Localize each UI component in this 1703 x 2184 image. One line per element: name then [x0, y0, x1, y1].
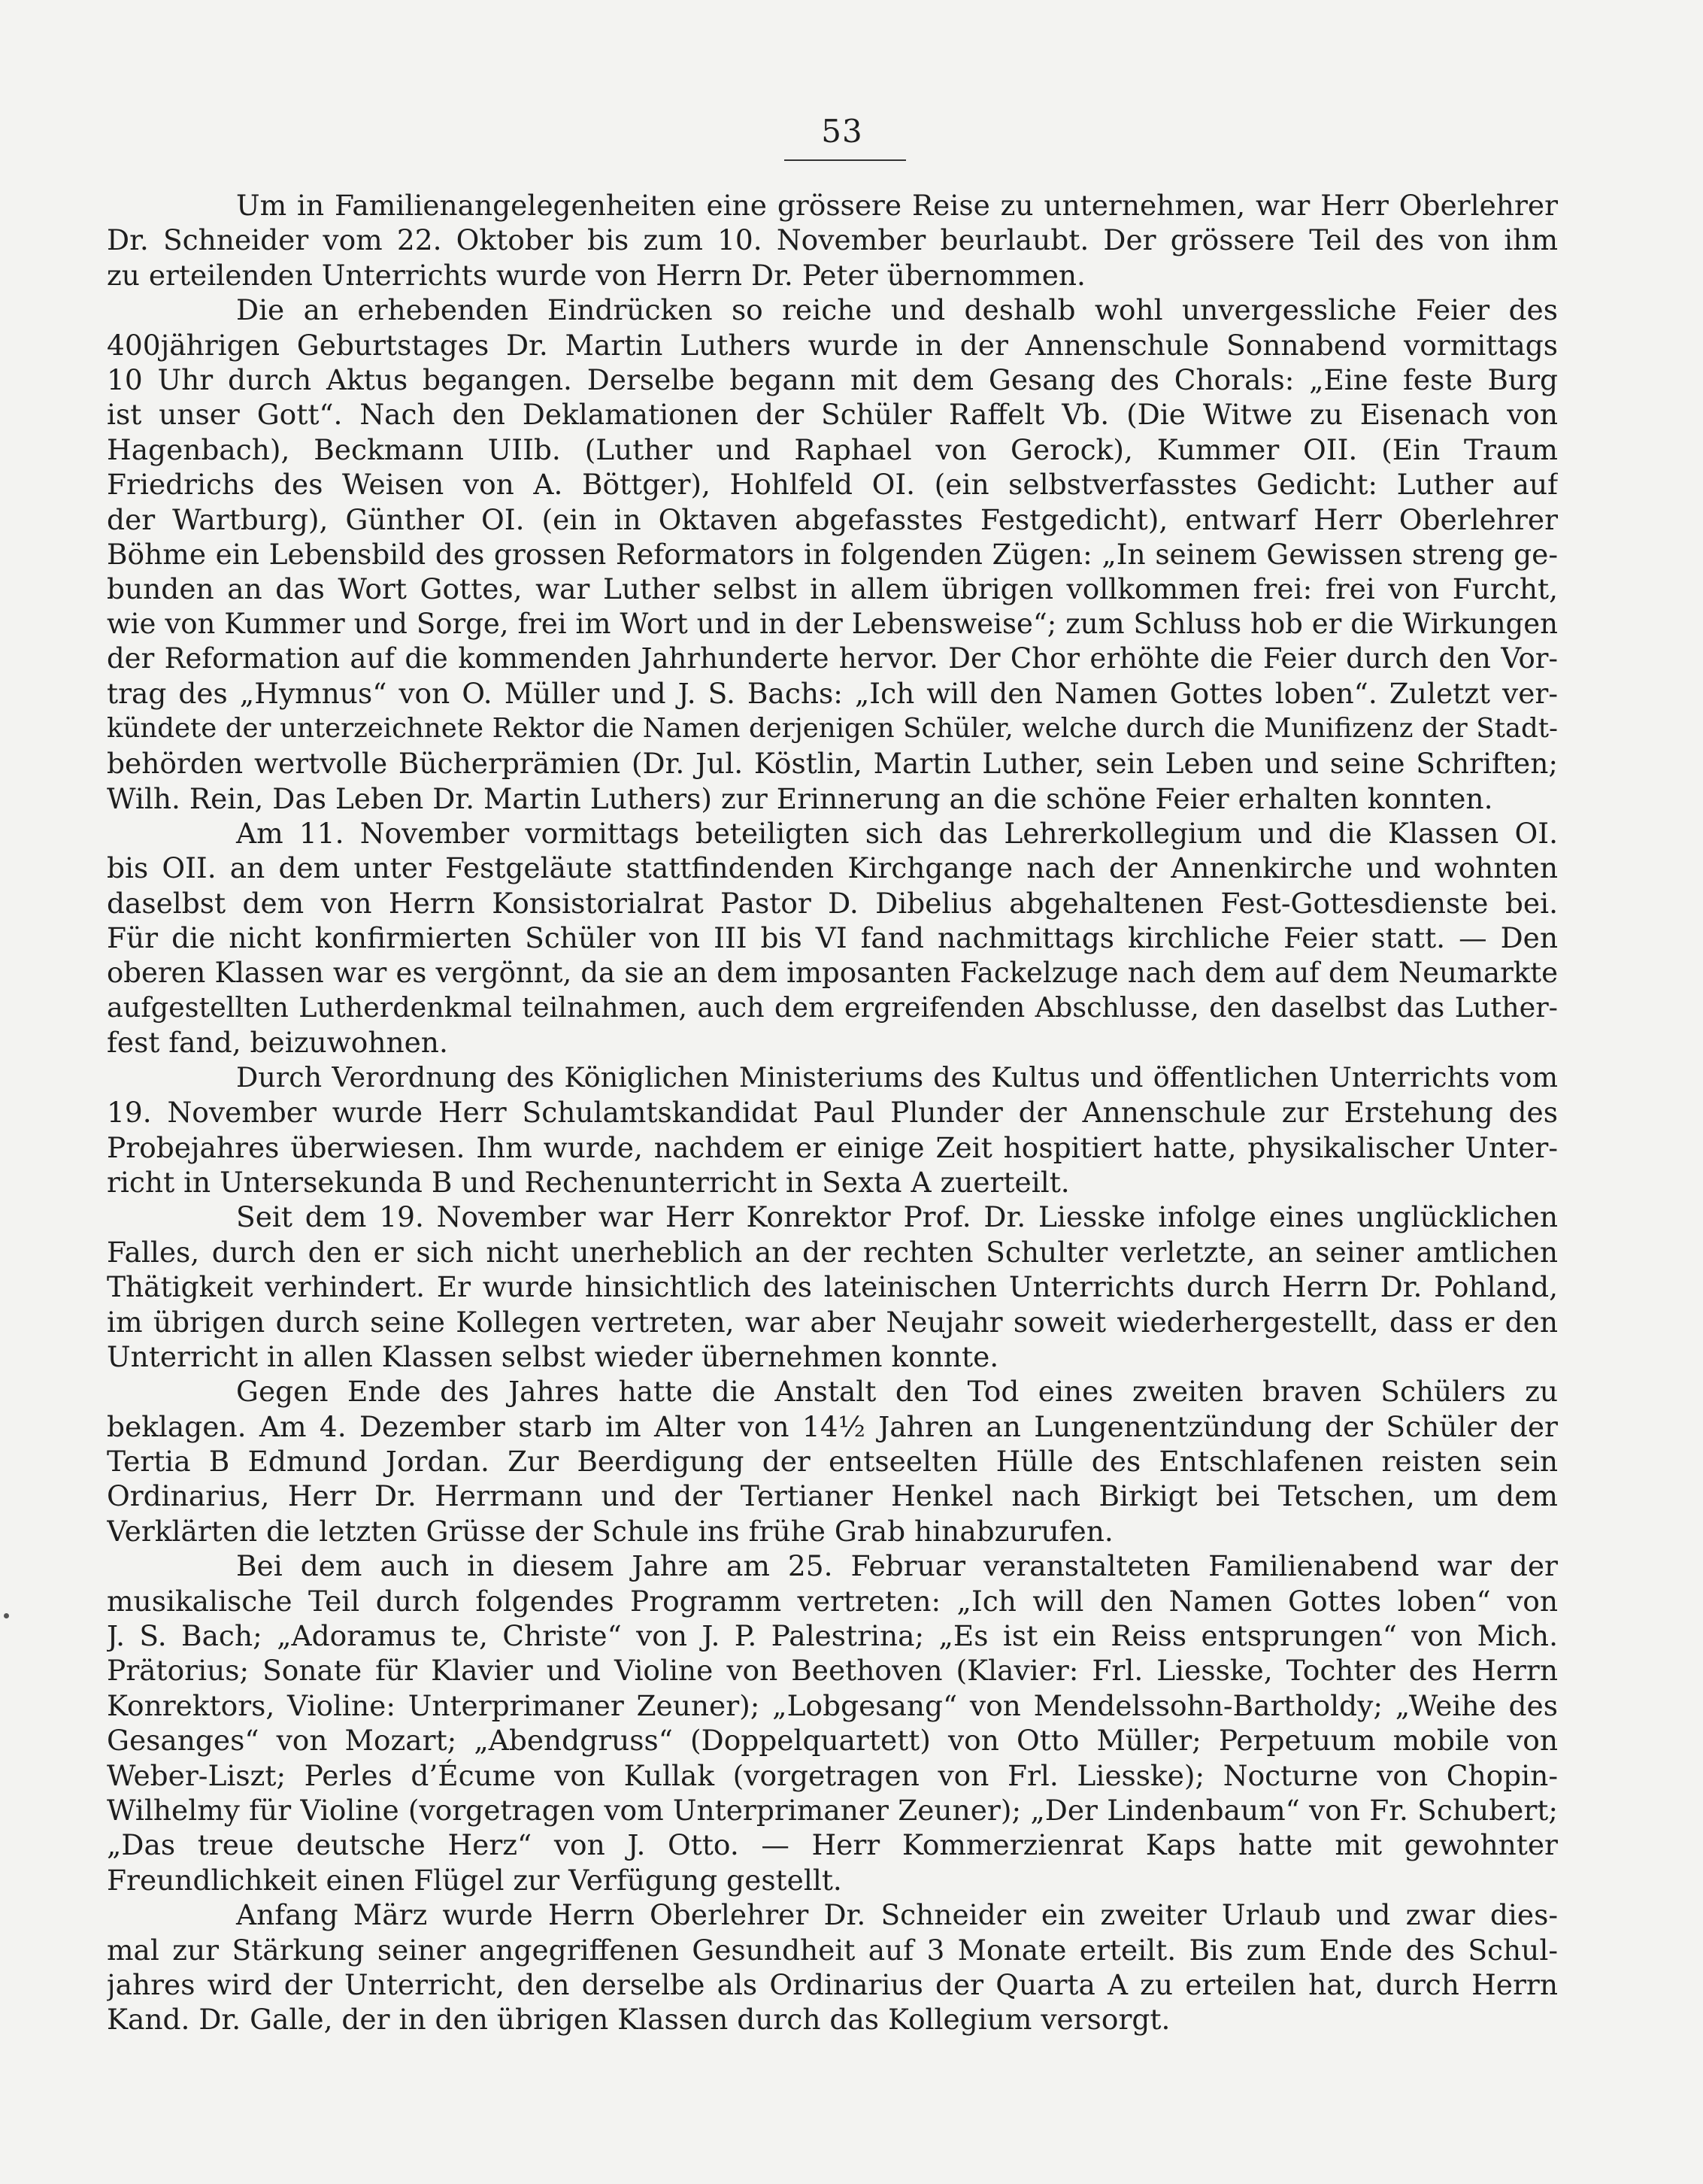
page-number: 53: [821, 113, 863, 150]
margin-mark: [4, 1613, 9, 1618]
text-line: oberen Klassen war es vergönnt, da sie an dem imposanten Fackelzuge nach dem auf dem Neumarkte: [107, 956, 1558, 989]
text-line: 400jährigen Geburtstages Dr. Martin Luthers wurde in der Annenschule Sonnabend vormittags: [107, 328, 1558, 362]
text-line: Wilh. Rein, Das Leben Dr. Martin Luthers) zur Erinnerung an die schöne Feier erhalten konnten.: [107, 781, 1493, 815]
text-line: Verklärten die letzten Grüsse der Schule ins frühe Grab hinabzurufen.: [107, 1514, 1114, 1548]
paragraph-8: [107, 1897, 1558, 2037]
text-line: behörden wertvolle Bücherprämien (Dr. Jul. Köstlin, Martin Luther, sein Leben und seine Schriften;: [107, 747, 1558, 781]
text-line: Durch Verordnung des Königlichen Ministeriums des Kultus und öffentlichen Unterrichts vom: [236, 1060, 1558, 1094]
text-line: Probejahres überwiesen. Ihm wurde, nachdem er einige Zeit hospitiert hatte, physikalischer Unter-: [107, 1130, 1558, 1164]
text-line: Falles, durch den er sich nicht unerheblich an der rechten Schulter verletzte, an seiner amtlichen: [107, 1235, 1558, 1269]
text-line: Ordinarius, Herr Dr. Herrmann und der Tertianer Henkel nach Birkigt bei Tetschen, um dem: [107, 1479, 1558, 1513]
text-line: Anfang März wurde Herrn Oberlehrer Dr. Schneider ein zweiter Urlaub und zwar dies-: [236, 1898, 1558, 1932]
paragraph-6: [107, 1374, 1558, 1549]
text-line: Gesanges“ von Mozart; „Abendgruss“ (Doppelquartett) von Otto Müller; Perpetuum mobile von: [107, 1724, 1558, 1758]
text-line: Hagenbach), Beckmann UIIb. (Luther und Raphael von Gerock), Kummer OII. (Ein Traum: [107, 432, 1558, 466]
text-line: Weber-Liszt; Perles d’Écume von Kullak (vorgetragen von Frl. Liesske); Nocturne von Chopin-: [107, 1758, 1558, 1792]
text-line: Am 11. November vormittags beteiligten sich das Lehrerkollegium und die Klassen OI.: [236, 817, 1558, 851]
text-line: bunden an das Wort Gottes, war Luther selbst in allem übrigen vollkommen frei: frei von Furcht,: [107, 572, 1558, 606]
text-line: 19. November wurde Herr Schulamtskandidat Paul Plunder der Annenschule zur Erstehung des: [107, 1096, 1558, 1130]
text-line: der Reformation auf die kommenden Jahrhunderte hervor. Der Chor erhöhte die Feier durch den Vor-: [107, 642, 1558, 675]
text-line: musikalische Teil durch folgendes Programm vertreten: „Ich will den Namen Gottes loben“ von: [107, 1584, 1558, 1618]
text-line: aufgestellten Lutherdenkmal teilnahmen, auch dem ergreifenden Abschlusse, den daselbst das Luther-: [107, 990, 1558, 1024]
paragraph-5: [107, 1200, 1558, 1374]
text-line: Gegen Ende des Jahres hatte die Anstalt den Tod eines zweiten braven Schülers zu: [236, 1375, 1558, 1409]
paragraph-1: [107, 188, 1558, 293]
text-line: der Wartburg), Günther OI. (ein in Oktaven abgefasstes Festgedicht), entwarf Herr Oberlehrer: [107, 502, 1558, 536]
text-line: zu erteilenden Unterrichts wurde von Herrn Dr. Peter übernommen.: [107, 258, 1086, 292]
text-line: Dr. Schneider vom 22. Oktober bis zum 10. November beurlaubt. Der grössere Teil des von ihm: [107, 223, 1558, 257]
text-line: fest fand, beizuwohnen.: [107, 1026, 448, 1060]
header-rule: [784, 159, 906, 161]
text-line: Freundlichkeit einen Flügel zur Verfügung gestellt.: [107, 1863, 842, 1897]
text-line: Wilhelmy für Violine (vorgetragen vom Unterprimaner Zeuner); „Der Lindenbaum“ von Fr. Schubert;: [107, 1793, 1558, 1827]
text-line: mal zur Stärkung seiner angegriffenen Gesundheit auf 3 Monate erteilt. Bis zum Ende des Schul-: [107, 1933, 1558, 1967]
paragraph-3: [107, 816, 1558, 1060]
text-line: Unterricht in allen Klassen selbst wieder übernehmen konnte.: [107, 1339, 999, 1373]
text-line: Thätigkeit verhindert. Er wurde hinsichtlich des lateinischen Unterrichts durch Herrn Dr. Pohland,: [107, 1270, 1558, 1304]
text-line: Für die nicht konfirmierten Schüler von III bis VI fand nachmittags kirchliche Feier statt. — Den: [107, 921, 1558, 955]
text-line: Friedrichs des Weisen von A. Böttger), Hohlfeld OI. (ein selbstverfasstes Gedicht: Luther auf: [107, 468, 1558, 502]
text-line: wie von Kummer und Sorge, frei im Wort und in der Lebensweise“; zum Schluss hob er die Wirkungen: [107, 607, 1558, 640]
text-line: Kand. Dr. Galle, der in den übrigen Klassen durch das Kollegium versorgt.: [107, 2003, 1171, 2037]
paragraph-2: [107, 293, 1558, 816]
text-line: J. S. Bach; „Adoramus te, Christe“ von J. P. Palestrina; „Es ist ein Reiss entsprungen“ von Mich.: [107, 1619, 1558, 1653]
text-line: Die an erhebenden Eindrücken so reiche und deshalb wohl unvergessliche Feier des: [236, 293, 1558, 327]
text-line: beklagen. Am 4. Dezember starb im Alter von 14½ Jahren an Lungenentzündung der Schüler der: [107, 1409, 1558, 1443]
text-line: daselbst dem von Herrn Konsistorialrat Pastor D. Dibelius abgehaltenen Fest-Gottesdienste bei.: [107, 886, 1558, 920]
text-line: Tertia B Edmund Jordan. Zur Beerdigung der entseelten Hülle des Entschlafenen reisten sein: [107, 1445, 1558, 1479]
text-line: richt in Untersekunda B und Rechenunterricht in Sexta A zuerteilt.: [107, 1165, 1070, 1199]
text-line: 10 Uhr durch Aktus begangen. Derselbe begann mit dem Gesang des Chorals: „Eine feste Burg: [107, 362, 1558, 396]
text-line: ist unser Gott“. Nach den Deklamationen der Schüler Raffelt Vb. (Die Witwe zu Eisenach von: [107, 398, 1558, 432]
text-line: Bei dem auch in diesem Jahre am 25. Februar veranstalteten Familienabend war der: [236, 1549, 1558, 1583]
paragraph-4: [107, 1060, 1558, 1200]
text-line: „Das treue deutsche Herz“ von J. Otto. — Herr Kommerzienrat Kaps hatte mit gewohnter: [107, 1828, 1558, 1862]
text-line: jahres wird der Unterricht, den derselbe als Ordinarius der Quarta A zu erteilen hat, durch Herrn: [107, 1967, 1558, 2001]
text-line: Seit dem 19. November war Herr Konrektor Prof. Dr. Liesske infolge eines unglücklichen: [236, 1200, 1558, 1234]
text-line: Prätorius; Sonate für Klavier und Violine von Beethoven (Klavier: Frl. Liesske, Tochter des Herrn: [107, 1654, 1558, 1688]
body-text: [107, 188, 1558, 2037]
text-line: kündete der unterzeichnete Rektor die Namen derjenigen Schüler, welche durch die Munifizenz der Stadt-: [107, 712, 1558, 744]
text-line: Um in Familienangelegenheiten eine grössere Reise zu unternehmen, war Herr Oberlehrer: [236, 189, 1558, 222]
paragraph-7: [107, 1549, 1558, 1897]
text-line: trag des „Hymnus“ von O. Müller und J. S. Bachs: „Ich will den Namen Gottes loben“. Zuletzt ver-: [107, 677, 1558, 711]
text-line: bis OII. an dem unter Festgeläute stattfindenden Kirchgange nach der Annenkirche und wohnten: [107, 851, 1558, 885]
text-line: im übrigen durch seine Kollegen vertreten, war aber Neujahr soweit wiederhergestellt, dass er den: [107, 1305, 1558, 1339]
text-line: Böhme ein Lebensbild des grossen Reformators in folgenden Zügen: „In seinem Gewissen streng ge-: [107, 537, 1558, 571]
text-line: Konrektors, Violine: Unterprimaner Zeuner); „Lobgesang“ von Mendelssohn-Bartholdy; „Weihe des: [107, 1688, 1558, 1722]
